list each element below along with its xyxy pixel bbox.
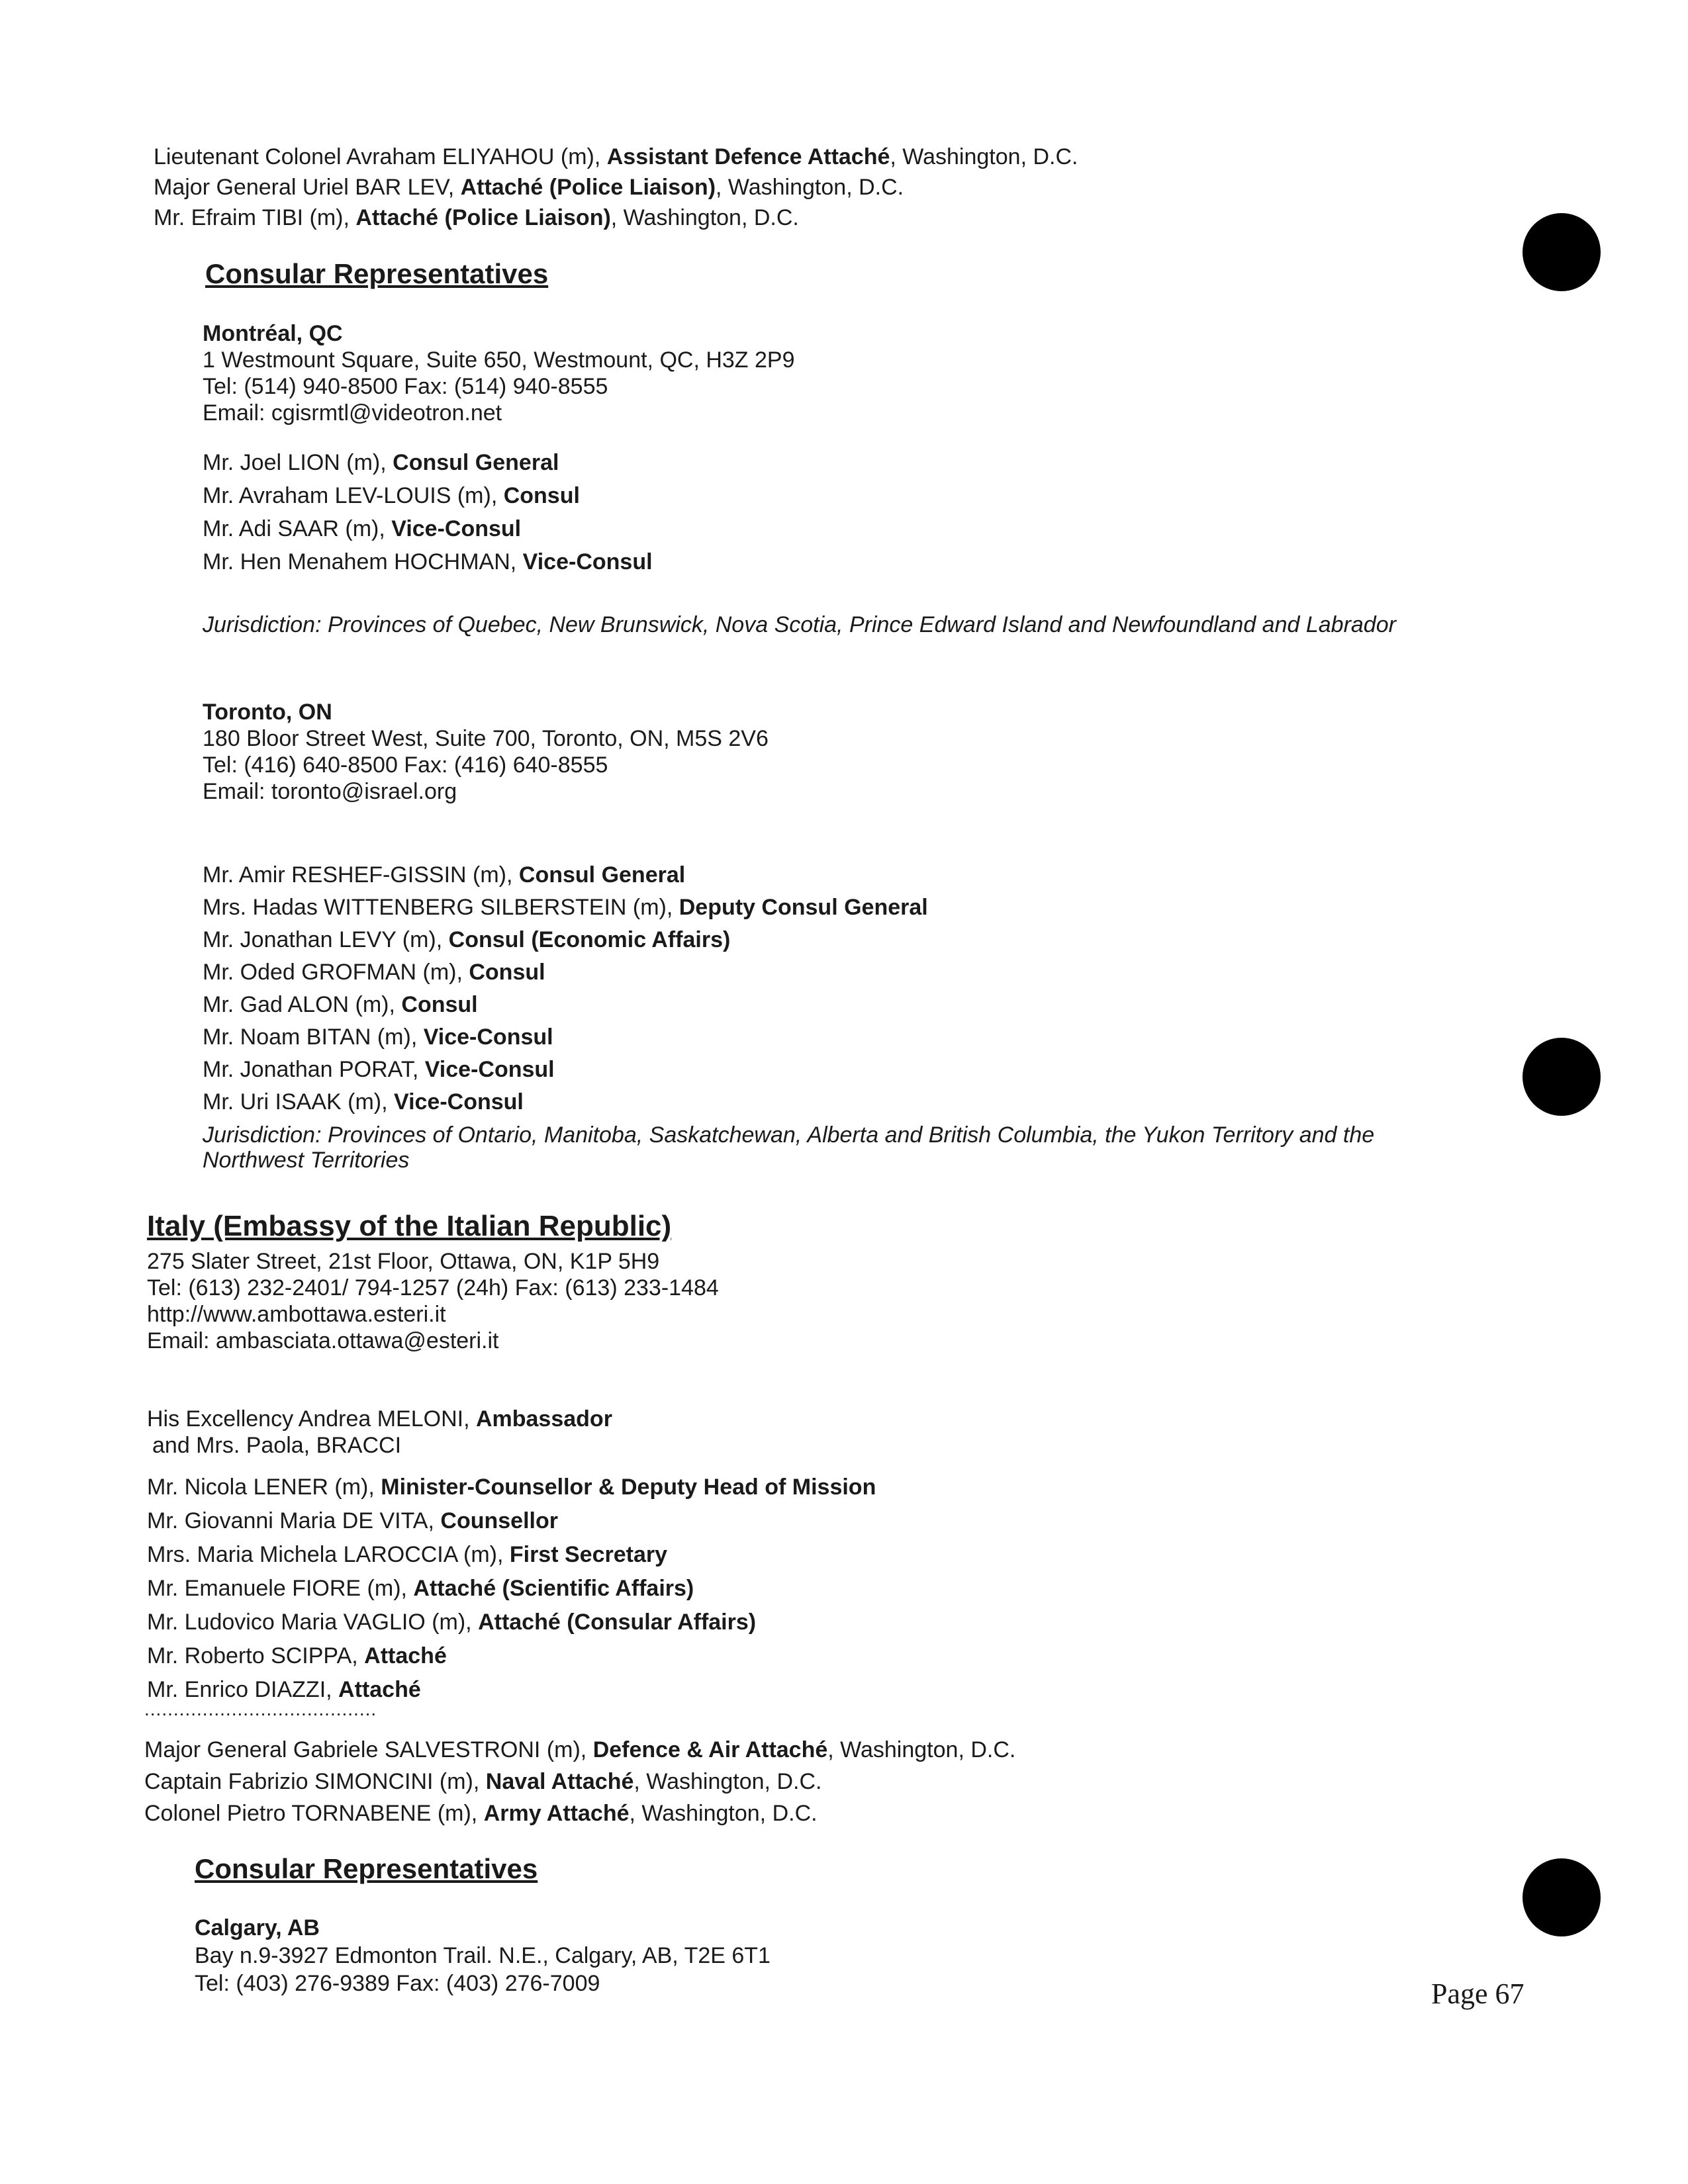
city-name: Montréal, QC <box>203 321 343 346</box>
staff-line: Mr. Enrico DIAZZI, Attaché <box>147 1677 421 1702</box>
italy-embassy-contact <box>147 1248 719 1354</box>
staff-line: Mr. Uri ISAAK (m), Vice-Consul <box>203 1089 524 1115</box>
calgary-office <box>195 1914 771 1997</box>
address: 180 Bloor Street West, Suite 700, Toronto, ON, M5S 2V6 <box>203 726 769 751</box>
spouse-line: and Mrs. Paola, BRACCI <box>152 1433 402 1458</box>
staff-line: Major General Gabriele SALVESTRONI (m), Defence & Air Attaché, Washington, D.C. <box>144 1737 1016 1762</box>
tel-fax: Tel: (613) 232-2401/ 794-1257 (24h) Fax: (613) 233-1484 <box>147 1275 719 1300</box>
tel-fax: Tel: (403) 276-9389 Fax: (403) 276-7009 <box>195 1971 600 1996</box>
email: Email: cgisrmtl@videotron.net <box>203 400 502 426</box>
staff-line: Mrs. Maria Michela LAROCCIA (m), First Secretary <box>147 1542 667 1567</box>
hole-punch-top <box>1523 213 1601 291</box>
staff-line: Mr. Gad ALON (m), Consul <box>203 992 478 1017</box>
city-name: Calgary, AB <box>195 1915 320 1940</box>
tel-fax: Tel: (514) 940-8500 Fax: (514) 940-8555 <box>203 374 608 399</box>
tel-fax: Tel: (416) 640-8500 Fax: (416) 640-8555 <box>203 752 608 778</box>
website: http://www.ambottawa.esteri.it <box>147 1302 446 1327</box>
italy-staff <box>147 1471 876 1707</box>
ambassador-line: His Excellency Andrea MELONI, Ambassador <box>147 1406 612 1432</box>
toronto-office <box>203 699 769 805</box>
city-name: Toronto, ON <box>203 700 332 725</box>
staff-line: Mr. Emanuele FIORE (m), Attaché (Scientific Affairs) <box>147 1576 694 1601</box>
toronto-staff <box>203 859 928 1118</box>
address: Bay n.9-3927 Edmonton Trail. N.E., Calgary, AB, T2E 6T1 <box>195 1943 771 1968</box>
staff-line: Mr. Ludovico Maria VAGLIO (m), Attaché (Consular Affairs) <box>147 1610 757 1635</box>
page-number: Page 67 <box>1431 1978 1524 2010</box>
staff-line: Captain Fabrizio SIMONCINI (m), Naval Attaché, Washington, D.C. <box>144 1769 822 1794</box>
staff-line: Mr. Nicola LENER (m), Minister-Counsellor & Deputy Head of Mission <box>147 1475 876 1500</box>
staff-line: Mr. Adi SAAR (m), Vice-Consul <box>203 516 522 541</box>
hole-punch-middle <box>1523 1038 1601 1116</box>
israel-washington-staff <box>154 142 1078 233</box>
staff-line: Mr. Roberto SCIPPA, Attaché <box>147 1643 447 1668</box>
staff-line: Mr. Oded GROFMAN (m), Consul <box>203 960 545 985</box>
italy-heading: Italy (Embassy of the Italian Republic) <box>147 1210 672 1242</box>
montreal-jurisdiction: Jurisdiction: Provinces of Quebec, New Brunswick, Nova Scotia, Prince Edward Island and Newfoundland and Labrador <box>203 612 1396 637</box>
staff-line: Lieutenant Colonel Avraham ELIYAHOU (m), Assistant Defence Attaché, Washington, D.C. <box>154 144 1078 169</box>
jurisdiction-line: Jurisdiction: Provinces of Ontario, Manitoba, Saskatchewan, Alberta and British Columbia, the Yukon Territory and the <box>203 1122 1375 1148</box>
staff-line: Major General Uriel BAR LEV, Attaché (Police Liaison), Washington, D.C. <box>154 175 904 200</box>
hole-punch-bottom <box>1523 1858 1601 1936</box>
italy-consular-heading: Consular Representatives <box>195 1853 538 1884</box>
italy-ambassador <box>147 1406 612 1459</box>
montreal-staff <box>203 446 653 578</box>
toronto-jurisdiction <box>203 1122 1374 1173</box>
email: Email: ambasciata.ottawa@esteri.it <box>147 1328 499 1353</box>
staff-line: Mr. Noam BITAN (m), Vice-Consul <box>203 1024 553 1050</box>
israel-consular-heading: Consular Representatives <box>205 258 549 289</box>
montreal-office <box>203 320 795 426</box>
staff-line: Mr. Jonathan LEVY (m), Consul (Economic Affairs) <box>203 927 731 952</box>
staff-line: Mr. Jonathan PORAT, Vice-Consul <box>203 1057 555 1082</box>
jurisdiction-line: Northwest Territories <box>203 1148 410 1173</box>
staff-line: Mr. Hen Menahem HOCHMAN, Vice-Consul <box>203 549 653 574</box>
staff-line: Colonel Pietro TORNABENE (m), Army Attaché, Washington, D.C. <box>144 1801 818 1826</box>
staff-line: Mr. Avraham LEV-LOUIS (m), Consul <box>203 483 580 508</box>
staff-line: Mr. Giovanni Maria DE VITA, Counsellor <box>147 1508 558 1533</box>
italy-washington-staff <box>144 1734 1015 1829</box>
address: 275 Slater Street, 21st Floor, Ottawa, ON, K1P 5H9 <box>147 1249 660 1274</box>
separator-dots: ........................................ <box>144 1699 377 1719</box>
staff-line: Mrs. Hadas WITTENBERG SILBERSTEIN (m), Deputy Consul General <box>203 895 928 920</box>
address: 1 Westmount Square, Suite 650, Westmount, QC, H3Z 2P9 <box>203 347 795 373</box>
email: Email: toronto@israel.org <box>203 779 457 804</box>
staff-line: Mr. Joel LION (m), Consul General <box>203 450 559 475</box>
staff-line: Mr. Amir RESHEF-GISSIN (m), Consul General <box>203 862 686 887</box>
staff-line: Mr. Efraim TIBI (m), Attaché (Police Liaison), Washington, D.C. <box>154 205 799 230</box>
